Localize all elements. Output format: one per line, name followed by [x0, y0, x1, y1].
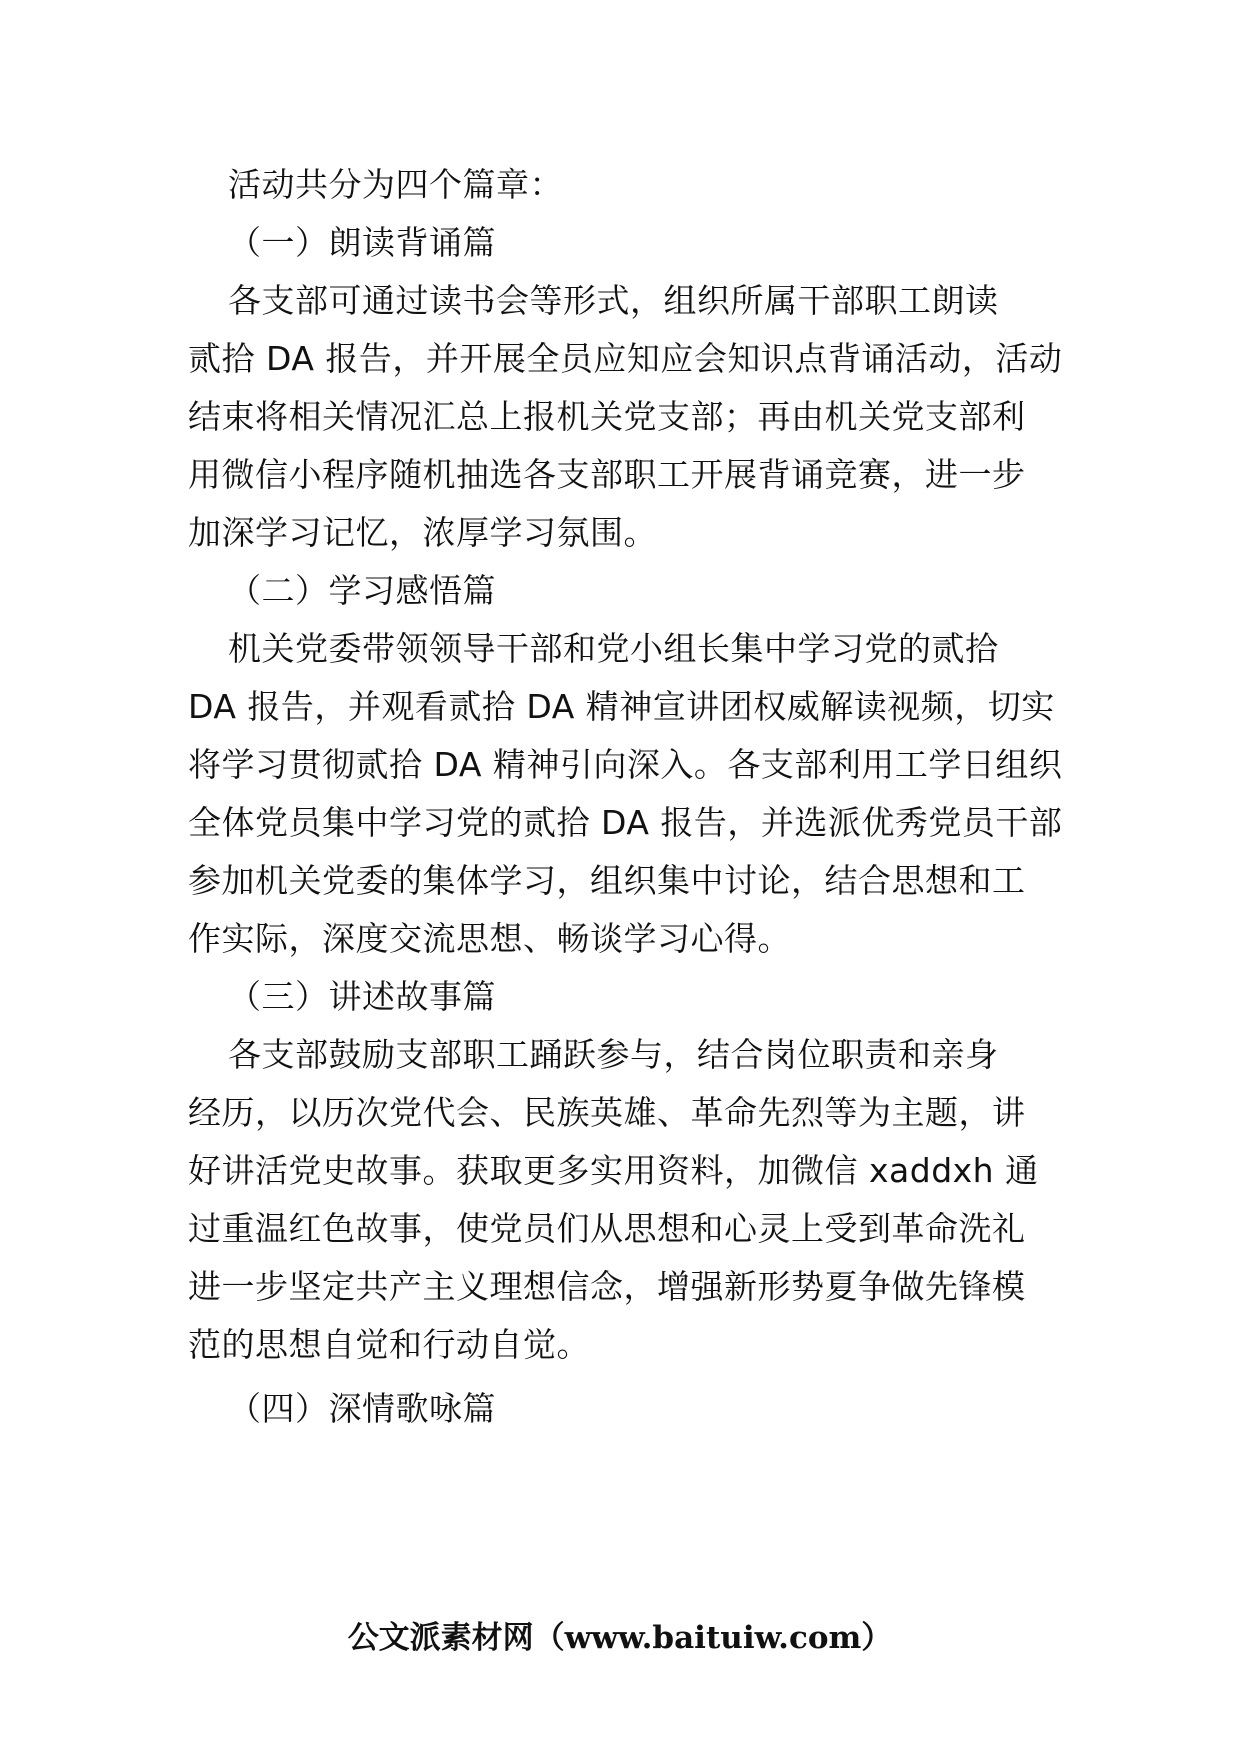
body-line: DA 报告，并观看贰拾 DA 精神宣讲团权威解读视频，切实 [188, 687, 1055, 726]
body-line: 结束将相关情况汇总上报机关党支部；再由机关党支部利 [188, 397, 1026, 436]
body-line: 进一步坚定共产主义理想信念，增强新形势夏争做先锋模 [188, 1267, 1026, 1306]
body-line: 加深学习记忆，浓厚学习氛围。 [188, 513, 657, 552]
body-line: 过重温红色故事，使党员们从思想和心灵上受到革命洗礼 [188, 1209, 1026, 1248]
body-line: 经历，以历次党代会、民族英雄、革命先烈等为主题，讲 [188, 1093, 1026, 1132]
body-line: 全体党员集中学习党的贰拾 DA 报告，并选派优秀党员干部 [188, 803, 1063, 842]
section-heading-4: （四）深情歌咏篇 [228, 1389, 496, 1428]
body-line: 各支部鼓励支部职工踊跃参与，结合岗位职责和亲身 [228, 1035, 999, 1074]
body-line: 各支部可通过读书会等形式，组织所属干部职工朗读 [228, 281, 999, 320]
body-line: 范的思想自觉和行动自觉。 [188, 1325, 590, 1364]
body-line: 参加机关党委的集体学习，组织集中讨论，结合思想和工 [188, 861, 1026, 900]
body-line: 贰拾 DA 报告，并开展全员应知应会知识点背诵活动，活动 [188, 339, 1063, 378]
body-line: 用微信小程序随机抽选各支部职工开展背诵竞赛，进一步 [188, 455, 1026, 494]
body-line: 好讲活党史故事。获取更多实用资料，加微信 xaddxh 通 [188, 1151, 1039, 1190]
section-heading-1: （一）朗读背诵篇 [228, 223, 496, 262]
intro-line: 活动共分为四个篇章： [228, 165, 563, 204]
section-heading-2: （二）学习感悟篇 [228, 571, 496, 610]
body-line: 作实际，深度交流思想、畅谈学习心得。 [188, 919, 791, 958]
body-line: 将学习贯彻贰拾 DA 精神引向深入。各支部利用工学日组织 [188, 745, 1063, 784]
body-line: 机关党委带领领导干部和党小组长集中学习党的贰拾 [228, 629, 999, 668]
section-heading-3: （三）讲述故事篇 [228, 977, 496, 1016]
page-footer: 公文派素材网（www.baituiw.com） [347, 1620, 893, 1656]
